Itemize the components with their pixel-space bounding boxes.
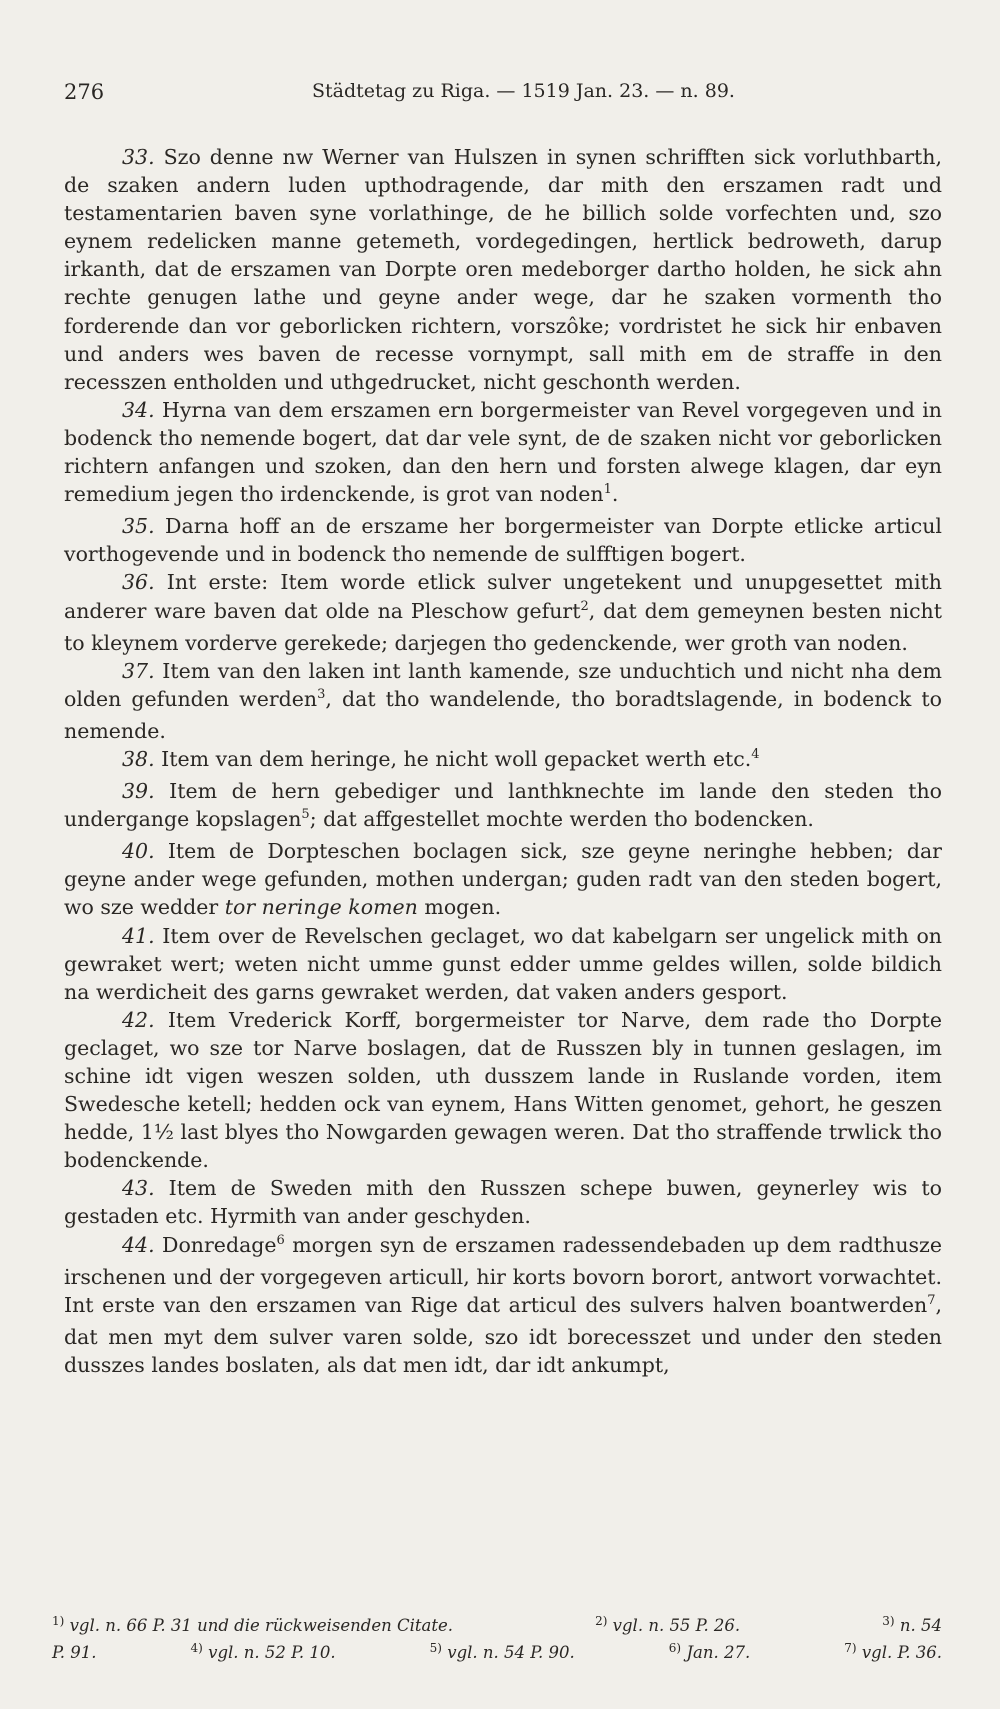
paragraph-text: Hyrna van dem erszamen ern borgermeister van Revel vorgegeven und in bodenck tho nemende bogert, dat dar vele synt, de de szaken nicht vor geborlicken richtern anfangen und szoken, dan den hern und forsten alwege klagen, dar eyn remedium jegen tho irdenckende, is grot van noden: [64, 397, 942, 507]
footnote-line-1: [52, 1613, 942, 1640]
footnote-text: vgl. n. 52 P. 10.: [208, 1643, 336, 1662]
footnote-mark: 1): [52, 1614, 65, 1628]
paragraph-text: Donredage: [162, 1232, 277, 1257]
paragraph-text: morgen syn de erszamen radessendebaden up dem radthusze irschenen und der vorgegeven articull, hir korts bovorn borort, antwort vorwachtet. Int erste van den erszamen van Rige dat articul des sulvers halven boantwerden: [64, 1232, 942, 1317]
paragraph-text: Item van dem heringe, he nicht woll gepacket werth etc.: [161, 746, 752, 771]
paragraph-text: Item van den laken int lanth kamende, sze unduchtich und nicht nha dem olden gefunden werden: [64, 658, 942, 711]
paragraph-text: Szo denne nw Werner van Hulszen in synen schrifften sick vorluthbarth, de szaken andern luden upthodragende, dar mith den erszamen radt und testamentarien baven syne vorlathinge, de he billich solde vorfechten und, szo eynem redelicken manne getemeth, vordegedingen, hertlick bedroweth, darup irkanth, dat de erszamen van Dorpte oren medeborger dartho holden, he sick ahn rechte genugen lathe und geyne ander wege, dar he szaken vormenth tho forderende dan vor geborlicken richtern, vorszôke; vordristet he sick hir enbaven und anders wes baven de recesse vornympt, sall mith em de straffe in den recesszen entholden und uthgedrucket, nicht geschonth werden.: [64, 145, 942, 394]
footnote-mark: 5): [429, 1641, 442, 1655]
paragraph: [64, 396, 942, 512]
paragraph: [64, 922, 942, 1006]
footnote-mark: 4): [190, 1641, 203, 1655]
paragraph-text: Int erste: Item worde etlick sulver ungetekent und unupgesettet mith anderer ware baven dat olde na Pleschow gefurt: [64, 570, 942, 623]
paragraph-number: 44.: [122, 1232, 155, 1257]
paragraph-text: Item de Sweden mith den Russzen schepe buwen, geynerley wis to gestaden etc. Hyrmith van ander geschyden.: [64, 1176, 942, 1229]
footnote-text: vgl. n. 66 P. 31 und die rückweisenden Citate.: [69, 1616, 453, 1635]
paragraph-text: , dat men myt dem sulver varen solde, szo idt borecesszet und under den steden dusszes landes boslaten, als dat men idt, dar idt ankumpt,: [64, 1292, 942, 1377]
paragraph-number: 38.: [122, 746, 155, 771]
paragraph: [64, 837, 942, 921]
footnote-mark: 3): [882, 1614, 895, 1628]
paragraph-number: 37.: [122, 658, 155, 683]
footnote-marker: 3: [317, 686, 326, 702]
footnote-item: [191, 1640, 336, 1667]
paragraph-number: 35.: [122, 514, 155, 539]
footnote-mark: 2): [595, 1614, 608, 1628]
paragraph-number: 39.: [122, 779, 155, 804]
paragraph-text: .: [611, 482, 619, 507]
paragraph-text: Item de Dorpteschen boclagen sick, sze geyne neringhe hebben; dar geyne ander wege gefunden, mothen undergan; guden radt van den steden bogert, wo sze wedder: [64, 839, 942, 920]
paragraph: [64, 657, 942, 745]
footnote-mark: 6): [668, 1641, 682, 1655]
footnote-marker: 1: [603, 482, 612, 498]
paragraph-text: mogen.: [417, 895, 502, 920]
footnote-text: P. 91.: [52, 1643, 97, 1662]
paragraph-number: 33.: [122, 145, 155, 169]
paragraph: [64, 777, 942, 837]
paragraph-number: 42.: [122, 1007, 155, 1032]
footnote-text: vgl. n. 54 P. 90.: [447, 1643, 575, 1662]
footnote-item: [595, 1613, 740, 1640]
paragraph-number: 36.: [122, 570, 155, 595]
paragraph-text: Darna hoff an de erszame her borgermeister van Dorpte etlicke articul vorthogevende und in bodenck tho nemende de sulfftigen bogert.: [64, 514, 942, 567]
paragraph: [64, 512, 942, 568]
footnote-item: [52, 1613, 453, 1640]
paragraph-number: 41.: [122, 923, 155, 948]
paragraph-text: , dat dem gemeynen besten nicht to kleynem vorderve gerekede; darjegen tho gedenckende, wer groth van noden.: [64, 598, 942, 655]
footnote-item: [430, 1640, 575, 1667]
paragraph: [64, 1174, 942, 1230]
footnotes: [52, 1613, 942, 1667]
paragraph-number: 43.: [122, 1176, 155, 1201]
paragraph: [64, 1231, 942, 1379]
footnote-text: n. 54: [899, 1616, 942, 1635]
paragraph: [64, 568, 942, 656]
footnote-item: [882, 1613, 942, 1640]
footnote-marker: 5: [301, 807, 310, 823]
paragraph-text: Item over de Revelschen geclaget, wo dat kabelgarn ser ungelick mith on gewraket wert; weten nicht umme gunst edder umme geldes willen, solde bildich na werdicheit des garns gewraket werden, dat vaken anders gesport.: [64, 923, 942, 1004]
paragraph: [64, 1006, 942, 1175]
running-title: Städtetag zu Riga. — 1519 Jan. 23. — n. 89.: [312, 80, 735, 102]
footnote-mark: 7): [844, 1641, 857, 1655]
footnote-marker: 6: [276, 1232, 285, 1248]
footnote-marker: 4: [751, 746, 760, 762]
paragraph-number: 34.: [122, 397, 155, 422]
page-number: 276: [64, 80, 105, 104]
footnote-text: vgl. n. 55 P. 26.: [612, 1616, 741, 1635]
footnote-line-2: [52, 1640, 942, 1667]
paragraph-text: Item Vrederick Korff, borgermeister tor Narve, dem rade tho Dorpte geclaget, wo sze tor Narve boslagen, dat de Russzen bly in tunnen geslagen, im schine idt vigen weszen solden, uth dusszem lande in Ruslande vorden, item Swedesche ketell; hedden ock van eynem, Hans Witten genomet, gehort, he geszen hedde, 1½ last blyes tho Nowgarden gewagen weren. Dat tho straffende trwlick tho bodenckende.: [64, 1007, 942, 1173]
paragraph-text: Item de hern gebediger und lanthknechte im lande den steden tho undergange kopslagen: [64, 779, 942, 832]
italic-text: tor neringe komen: [224, 895, 418, 920]
footnote-item: [669, 1640, 750, 1667]
paragraph-text: , dat tho wandelende, tho boradtslagende, in bodenck to nemende.: [64, 686, 942, 743]
footnote-text: vgl. P. 36.: [861, 1643, 942, 1662]
body-text: [64, 143, 942, 1379]
paragraph: [64, 745, 942, 777]
paragraph-text: ; dat affgestellet mochte werden tho bodencken.: [309, 807, 814, 832]
footnote-marker: 7: [927, 1292, 936, 1308]
footnote-item: [844, 1640, 942, 1667]
paragraph-number: 40.: [122, 839, 155, 864]
footnote-marker: 2: [580, 598, 589, 614]
paragraph: [64, 143, 942, 396]
footnote-text: Jan. 27.: [686, 1643, 751, 1662]
page-header: [64, 80, 942, 110]
footnote-item: [52, 1640, 97, 1667]
